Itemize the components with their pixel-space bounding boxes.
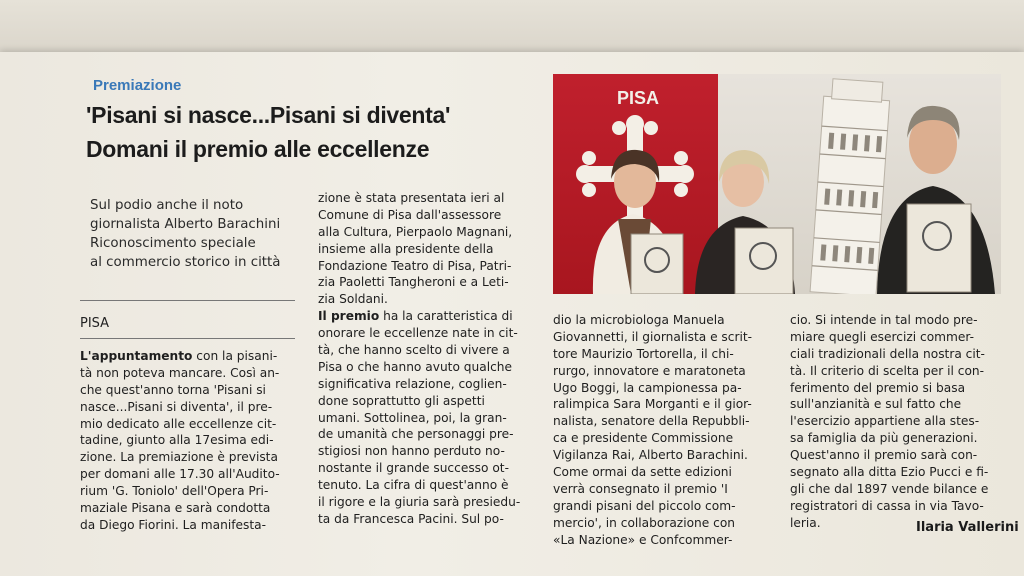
text-line: tà, che hanno scelto di vivere a — [318, 343, 510, 358]
text-line: ferimento del premio si basa — [790, 380, 966, 395]
text-line: onorare le eccellenze nate in cit- — [318, 326, 518, 341]
text-line: per domani alle 17.30 all'Audito- — [80, 467, 280, 482]
text-line: il rigore e la giuria sarà presiedu- — [318, 495, 521, 510]
text-line: Vigilanza Rai, Alberto Barachini. — [553, 448, 748, 463]
text-line: ta da Francesca Pacini. Sul po- — [318, 511, 504, 526]
banner-text: PISA — [617, 88, 660, 108]
text-line: Pisa o che hanno avuto qualche — [318, 359, 513, 374]
text-line: ralimpica Sara Morganti e il gior- — [553, 397, 752, 412]
text-line: sa famiglia da più generazioni. — [790, 431, 978, 446]
background-surface — [0, 0, 1024, 60]
text-line: Come ormai da sette edizioni — [553, 465, 732, 480]
text-line: verrà consegnato il premio 'I — [553, 481, 728, 496]
subhead-line: al commercio storico in città — [90, 255, 281, 270]
text-line: registratori di cassa in via Tavo- — [790, 498, 984, 513]
person-man-right — [871, 94, 1001, 294]
headline-line-1: 'Pisani si nasce...Pisani si diventa' — [86, 102, 451, 128]
article-column-1 — [80, 348, 295, 534]
text-line: Ugo Boggi, la campionessa pa- — [553, 380, 742, 395]
text-line: l'esercizio appartiene alla stes- — [790, 414, 980, 429]
text-line: miare quegli esercizi commer- — [790, 329, 975, 344]
divider-rule — [80, 338, 295, 339]
text-line: con la pisani- — [192, 349, 278, 363]
text-line: significativa relazione, coglien- — [318, 376, 507, 391]
text-line: rium 'G. Toniolo' dell'Opera Pri- — [80, 484, 269, 499]
text-line: ciali tradizionali della nostra cit- — [790, 346, 985, 361]
text-line: zione è stata presentata ieri al — [318, 191, 505, 205]
text-line: dio la microbiologa Manuela — [553, 313, 725, 327]
text-line: mio dedicato alle eccellenze cit- — [80, 416, 277, 431]
section-label: Premiazione — [93, 77, 182, 94]
text-line: stigiosi non hanno perduto no- — [318, 444, 505, 459]
text-line: ca e presidente Commissione — [553, 431, 734, 446]
subhead-line: giornalista Alberto Barachini — [90, 217, 281, 232]
text-line: tà. Il criterio di scelta per il con- — [790, 363, 985, 378]
text-line: tà non poteva mancare. Così an- — [80, 365, 280, 380]
subheadline — [90, 196, 305, 272]
text-line: tore Maurizio Tortorella, il chi- — [553, 346, 734, 361]
text-line: zia Paoletti Tangheroni e a Leti- — [318, 275, 509, 290]
text-line: Comune di Pisa dall'assessore — [318, 207, 502, 222]
article-column-4 — [790, 312, 1020, 532]
text-line: umani. Sottolinea, poi, la gran- — [318, 410, 507, 425]
text-line: «La Nazione» e Confcommer- — [553, 532, 733, 547]
author-byline: Ilaria Vallerini — [916, 520, 1019, 535]
text-line: che quest'anno torna 'Pisani si — [80, 382, 266, 397]
person-woman-center — [683, 134, 813, 294]
text-line: sull'anzianità e sul fatto che — [790, 397, 962, 412]
text-line: ha la caratteristica di — [379, 309, 513, 324]
article-column-3 — [553, 312, 778, 548]
divider-rule — [80, 300, 295, 301]
headline-line-2: Domani il premio alle eccellenze — [86, 136, 430, 162]
text-line: insieme alla presidente della — [318, 241, 494, 256]
text-line: nasce...Pisani si diventa', il pre- — [80, 399, 273, 414]
text-line: grandi pisani del piccolo com- — [553, 498, 736, 513]
text-line: zione. La premiazione è prevista — [80, 450, 278, 465]
text-line: Quest'anno il premio sarà con- — [790, 448, 978, 463]
text-line: alla Cultura, Pierpaolo Magnani, — [318, 224, 513, 239]
text-line: tadine, giunto alla 17esima edi- — [80, 433, 274, 448]
text-line: segnato alla ditta Ezio Pucci e fi- — [790, 465, 989, 480]
subhead-line: Sul podio anche il noto — [90, 198, 244, 213]
text-line: done soprattutto gli aspetti — [318, 393, 485, 408]
text-line: tenuto. La cifra di quest'anno è — [318, 478, 509, 493]
text-line: de umanità che personaggi pre- — [318, 427, 514, 442]
text-line: rurgo, innovatore e maratoneta — [553, 363, 746, 378]
subhead-line: Riconoscimento speciale — [90, 236, 256, 251]
text-line: maziale Pisana e sarà condotta — [80, 501, 271, 516]
dateline: PISA — [80, 316, 110, 331]
text-line: cio. Si intende in tal modo pre- — [790, 313, 978, 327]
text-line: Fondazione Teatro di Pisa, Patri- — [318, 258, 512, 273]
article-column-2 — [318, 190, 540, 528]
text-line: nalista, senatore della Repubbli- — [553, 414, 750, 429]
text-line: gli che dal 1897 vende bilance e — [790, 481, 989, 496]
lead-in-bold: L'appuntamento — [80, 349, 193, 363]
text-line: Giovannetti, il giornalista e scrit- — [553, 329, 753, 344]
text-line: mercio', in collaborazione con — [553, 515, 736, 530]
text-line: zia Soldani. — [318, 292, 388, 307]
lead-in-bold: Il premio — [318, 309, 380, 324]
text-line: leria. — [790, 515, 821, 530]
text-line: nostante il grande successo ot- — [318, 461, 509, 476]
article-photo — [553, 74, 1001, 294]
text-line: da Diego Fiorini. La manifesta- — [80, 517, 267, 532]
